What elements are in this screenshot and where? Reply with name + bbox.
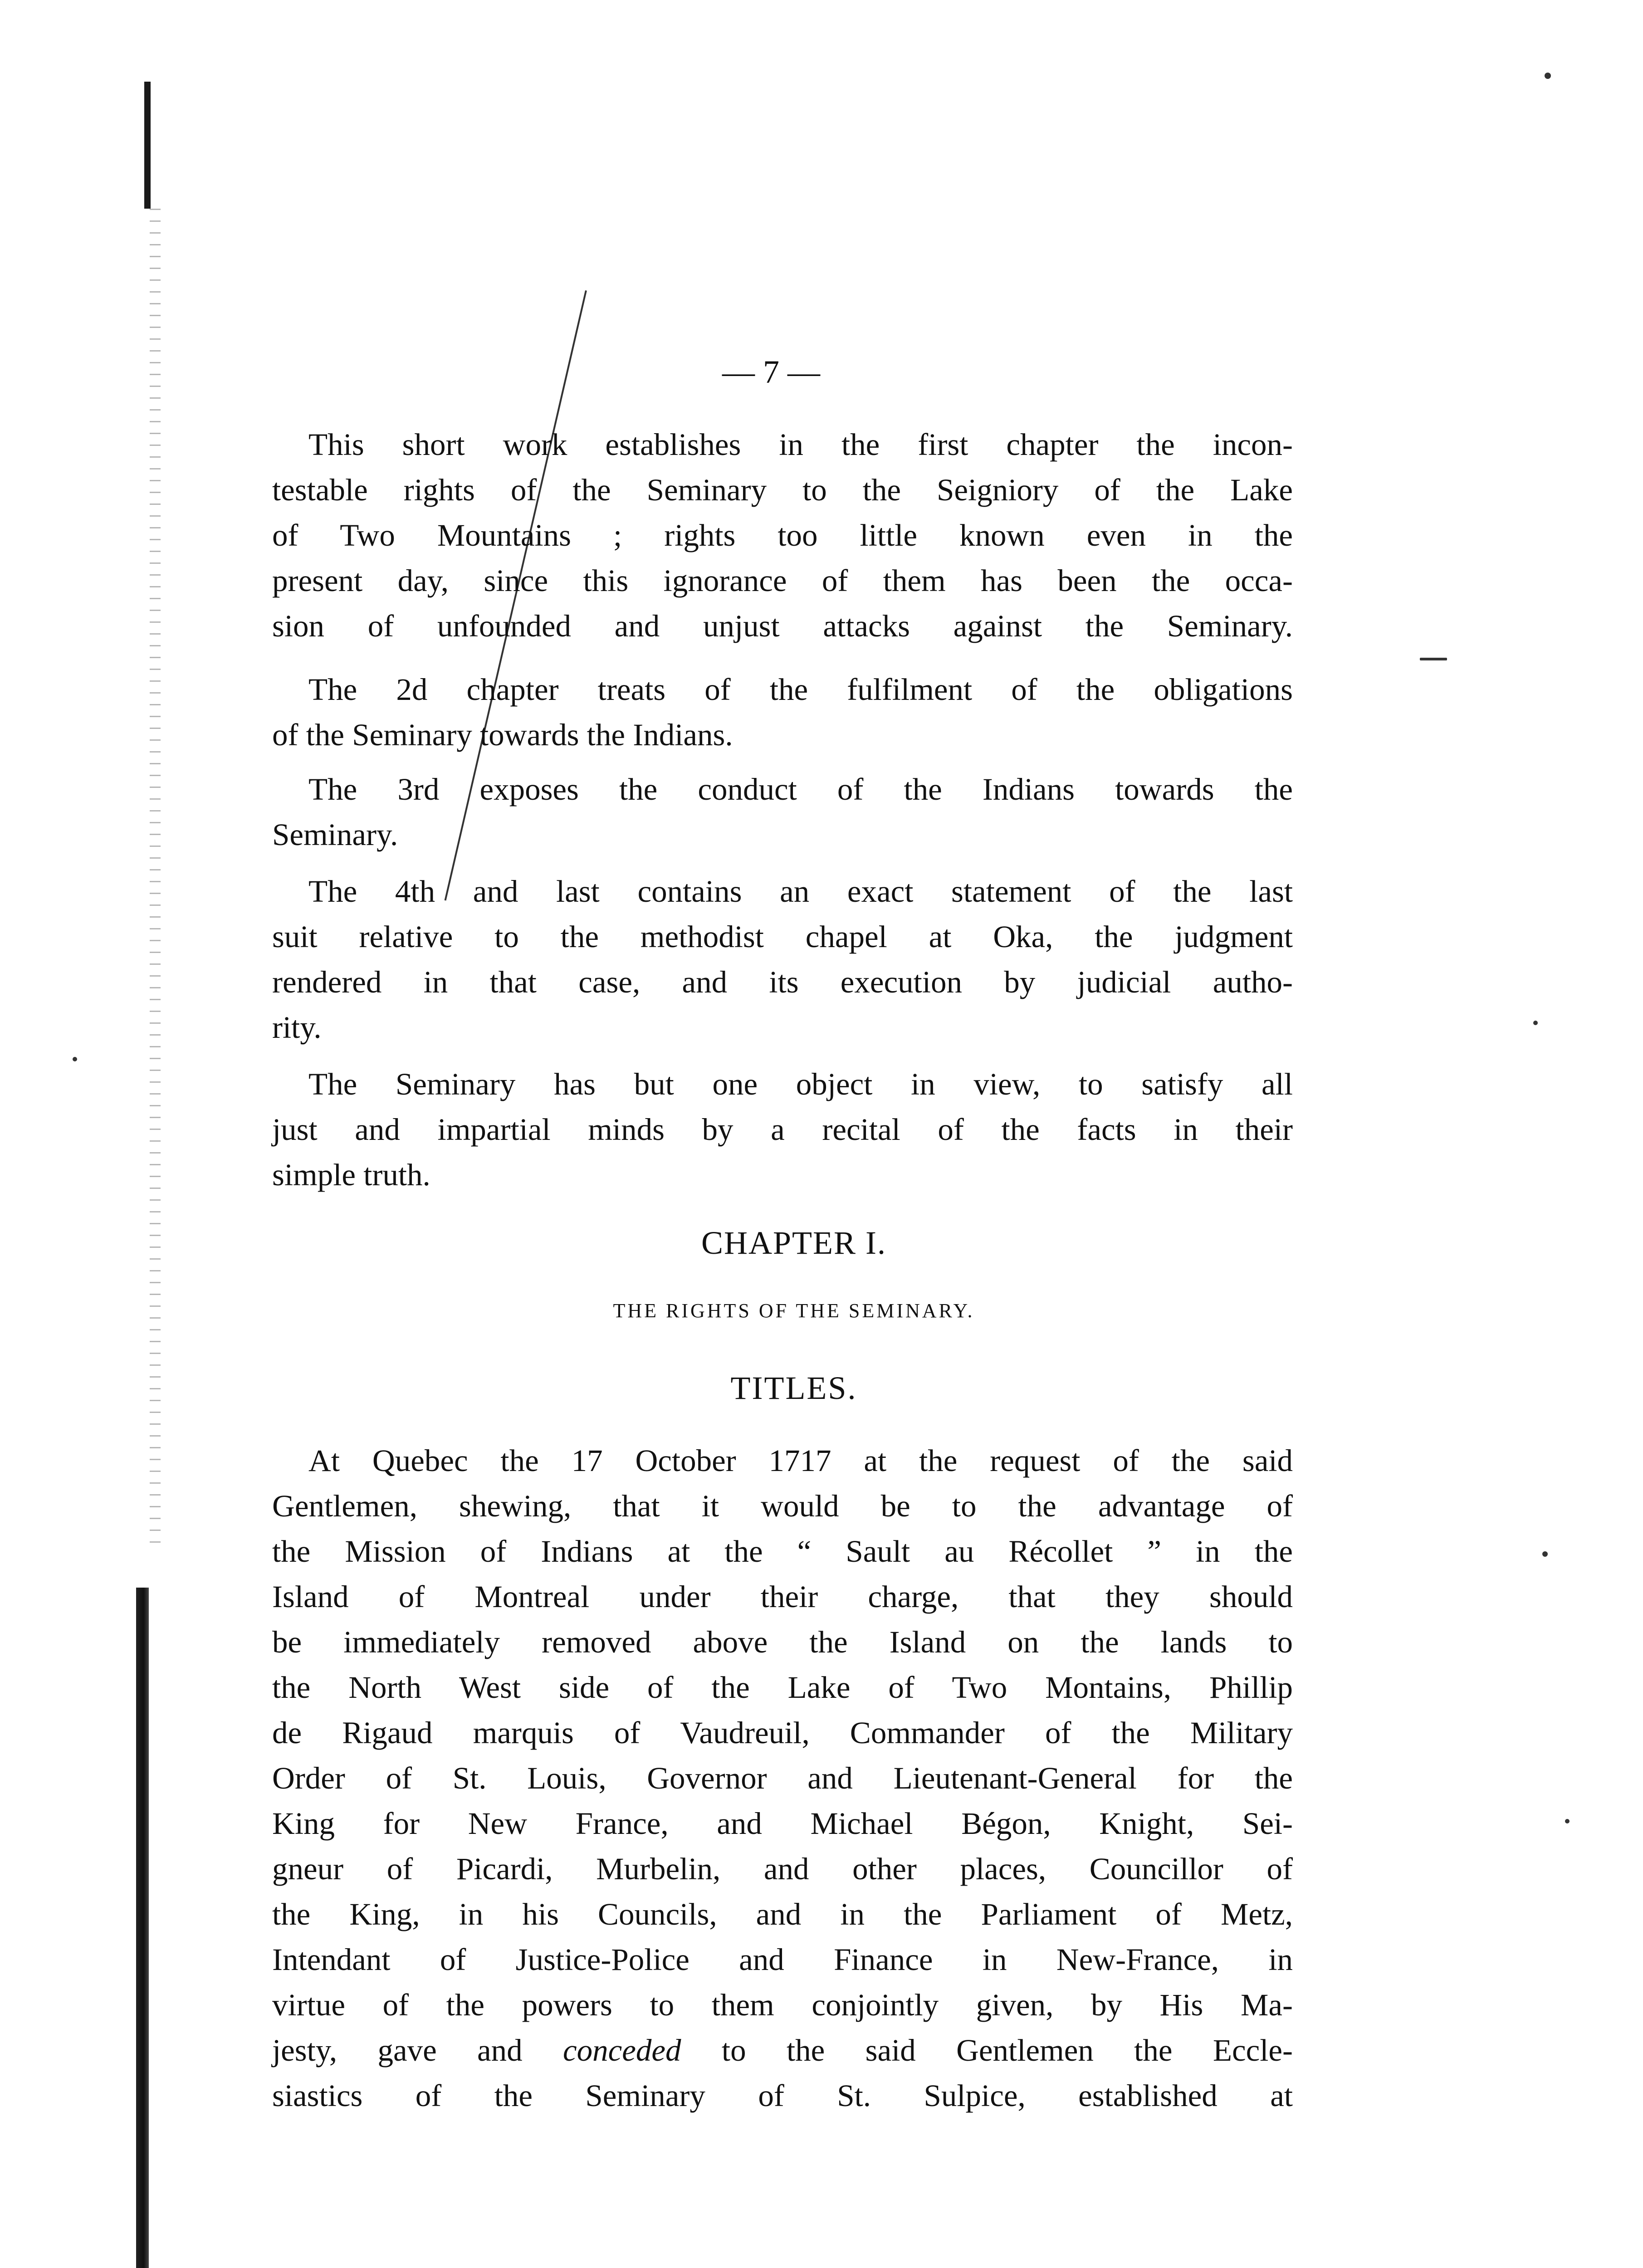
intro-paragraph-3: [272, 767, 1293, 857]
text-line: The 3rd exposes the conduct of the Indians towards the: [308, 772, 1293, 807]
text-line: sion of unfounded and unjust attacks against the Seminary.: [272, 609, 1293, 643]
text-line: This short work establishes in the first chapter the incon-: [308, 427, 1293, 462]
intro-paragraph-1: [272, 422, 1293, 649]
text-segment: to the said Gentlemen the Eccle-: [721, 2033, 1293, 2068]
text-line: King for New France, and Michael Bégon, Knight, Sei-: [272, 1806, 1293, 1841]
text-line: simple truth.: [272, 1158, 430, 1192]
text-line: Island of Montreal under their charge, that they should: [272, 1579, 1293, 1614]
text-line: Order of St. Louis, Governor and Lieutenant-General for the: [272, 1761, 1293, 1795]
chapter-subheading: THE RIGHTS OF THE SEMINARY.: [613, 1300, 975, 1322]
text-line: of the Seminary towards the Indians.: [272, 718, 733, 752]
text-line-mixed: [272, 2028, 1293, 2073]
text-line: of Two Mountains ; rights too little known even in the: [272, 518, 1293, 552]
text-line: be immediately removed above the Island on the lands to: [272, 1625, 1293, 1659]
text-line: the Mission of Indians at the “ Sault au Récollet ” in the: [272, 1534, 1293, 1569]
titles-paragraph: [272, 1438, 1293, 2118]
text-line: The 4th and last contains an exact statement of the last: [308, 874, 1293, 909]
text-line: the North West side of the Lake of Two Montains, Phillip: [272, 1670, 1293, 1705]
intro-paragraph-2: [272, 667, 1293, 758]
binding-edge-top: [144, 82, 151, 209]
scan-speck: [73, 1057, 77, 1061]
text-line: siastics of the Seminary of St. Sulpice, established at: [272, 2078, 1293, 2113]
binding-edge: [136, 1588, 149, 2268]
text-segment: jesty, gave and: [272, 2033, 523, 2068]
text-line: rity.: [272, 1010, 322, 1045]
text-line: The 2d chapter treats of the fulfilment of the obligations: [308, 672, 1293, 707]
scan-speck: [1545, 73, 1551, 79]
text-line: Gentlemen, shewing, that it would be to the advantage of: [272, 1489, 1293, 1523]
section-heading: TITLES.: [730, 1370, 857, 1406]
text-line: just and impartial minds by a recital of the facts in their: [272, 1112, 1293, 1147]
italic-word: conceded: [563, 2033, 681, 2068]
scan-speck: [1542, 1551, 1548, 1557]
text-line: rendered in that case, and its execution by judicial autho-: [272, 965, 1293, 999]
intro-paragraph-4: [272, 869, 1293, 1050]
text-line: Seminary.: [272, 817, 398, 852]
intro-paragraph-5: [272, 1061, 1293, 1198]
text-line: present day, since this ignorance of them has been the occa-: [272, 563, 1293, 598]
text-line: The Seminary has but one object in view, to satisfy all: [308, 1067, 1293, 1101]
scan-speck: [1420, 658, 1447, 660]
text-line: the King, in his Councils, and in the Parliament of Metz,: [272, 1897, 1293, 1931]
text-line: suit relative to the methodist chapel at Oka, the judgment: [272, 919, 1293, 954]
text-line: testable rights of the Seminary to the Seigniory of the Lake: [272, 473, 1293, 507]
page-number: — 7 —: [722, 354, 820, 390]
text-line: gneur of Picardi, Murbelin, and other places, Councillor of: [272, 1852, 1293, 1886]
text-line: de Rigaud marquis of Vaudreuil, Commander of the Military: [272, 1716, 1293, 1750]
scan-speck: [1565, 1819, 1570, 1823]
scan-speck: [1533, 1021, 1538, 1025]
chapter-heading: CHAPTER I.: [701, 1225, 887, 1261]
text-line: At Quebec the 17 October 1717 at the request of the said: [308, 1443, 1293, 1478]
binding-speckle: [150, 209, 161, 1547]
text-line: Intendant of Justice-Police and Finance in New-France, in: [272, 1942, 1293, 1977]
text-line: virtue of the powers to them conjointly given, by His Ma-: [272, 1988, 1293, 2022]
